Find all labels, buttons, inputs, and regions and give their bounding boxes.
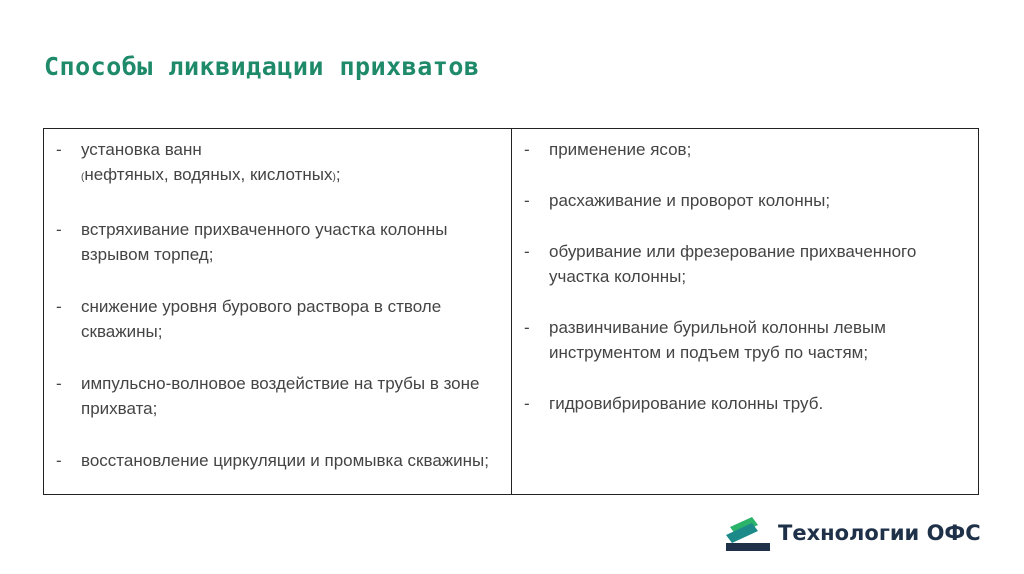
list-item-text: встряхивание прихваченного участка колонны взрывом торпед; bbox=[81, 220, 448, 264]
slide-title: Способы ликвидации прихватов bbox=[44, 52, 480, 81]
paren-open: ( bbox=[81, 172, 85, 183]
list-item bbox=[44, 371, 511, 421]
list-item-text: расхаживание и проворот колонны; bbox=[549, 191, 831, 210]
list-dash: - bbox=[56, 220, 62, 239]
list-item bbox=[512, 315, 978, 365]
list-dash: - bbox=[524, 191, 530, 210]
list-dash: - bbox=[56, 451, 62, 470]
list-dash: - bbox=[56, 374, 62, 393]
list-dash: - bbox=[56, 297, 62, 316]
list-item bbox=[512, 391, 978, 416]
list-dash: - bbox=[524, 140, 530, 159]
list-item-text: применение ясов; bbox=[549, 140, 692, 159]
list-item bbox=[512, 188, 978, 213]
list-item bbox=[44, 217, 511, 267]
list-item bbox=[44, 448, 511, 473]
list-dash: - bbox=[524, 394, 530, 413]
list-item-text: развинчивание бурильной колонны левым инструментом и подъем труб по частям; bbox=[549, 318, 886, 362]
list-item-line: нефтяных, водяных, кислотных bbox=[84, 165, 333, 184]
list-item bbox=[44, 294, 511, 344]
list-item-text: обуривание или фрезерование прихваченного участка колонны; bbox=[549, 242, 917, 286]
list-item-text: гидровибрирование колонны труб. bbox=[549, 394, 824, 413]
list-item-text: снижение уровня бурового раствора в стволе скважины; bbox=[81, 297, 442, 341]
methods-table bbox=[43, 128, 979, 495]
list-dash: - bbox=[524, 318, 530, 337]
list-item bbox=[44, 137, 511, 190]
list-dash: - bbox=[524, 242, 530, 261]
list-item bbox=[512, 239, 978, 289]
left-column bbox=[44, 129, 512, 494]
right-column bbox=[512, 129, 978, 494]
logo-stripe-bottom bbox=[726, 543, 770, 551]
company-logo bbox=[722, 512, 992, 554]
list-item-line: установка ванн bbox=[81, 140, 202, 159]
logo-mark-icon bbox=[722, 513, 772, 553]
paren-close: ) bbox=[332, 172, 336, 183]
logo-text: Технологии ОФС bbox=[778, 521, 981, 545]
list-item bbox=[512, 137, 978, 162]
list-item-text: восстановление циркуляции и промывка скважины; bbox=[81, 451, 489, 470]
list-item-line-end: ; bbox=[335, 165, 341, 184]
list-item-text: импульсно-волновое воздействие на трубы в зоне прихвата; bbox=[81, 374, 480, 418]
list-item-text bbox=[81, 137, 511, 190]
list-dash: - bbox=[56, 140, 62, 159]
